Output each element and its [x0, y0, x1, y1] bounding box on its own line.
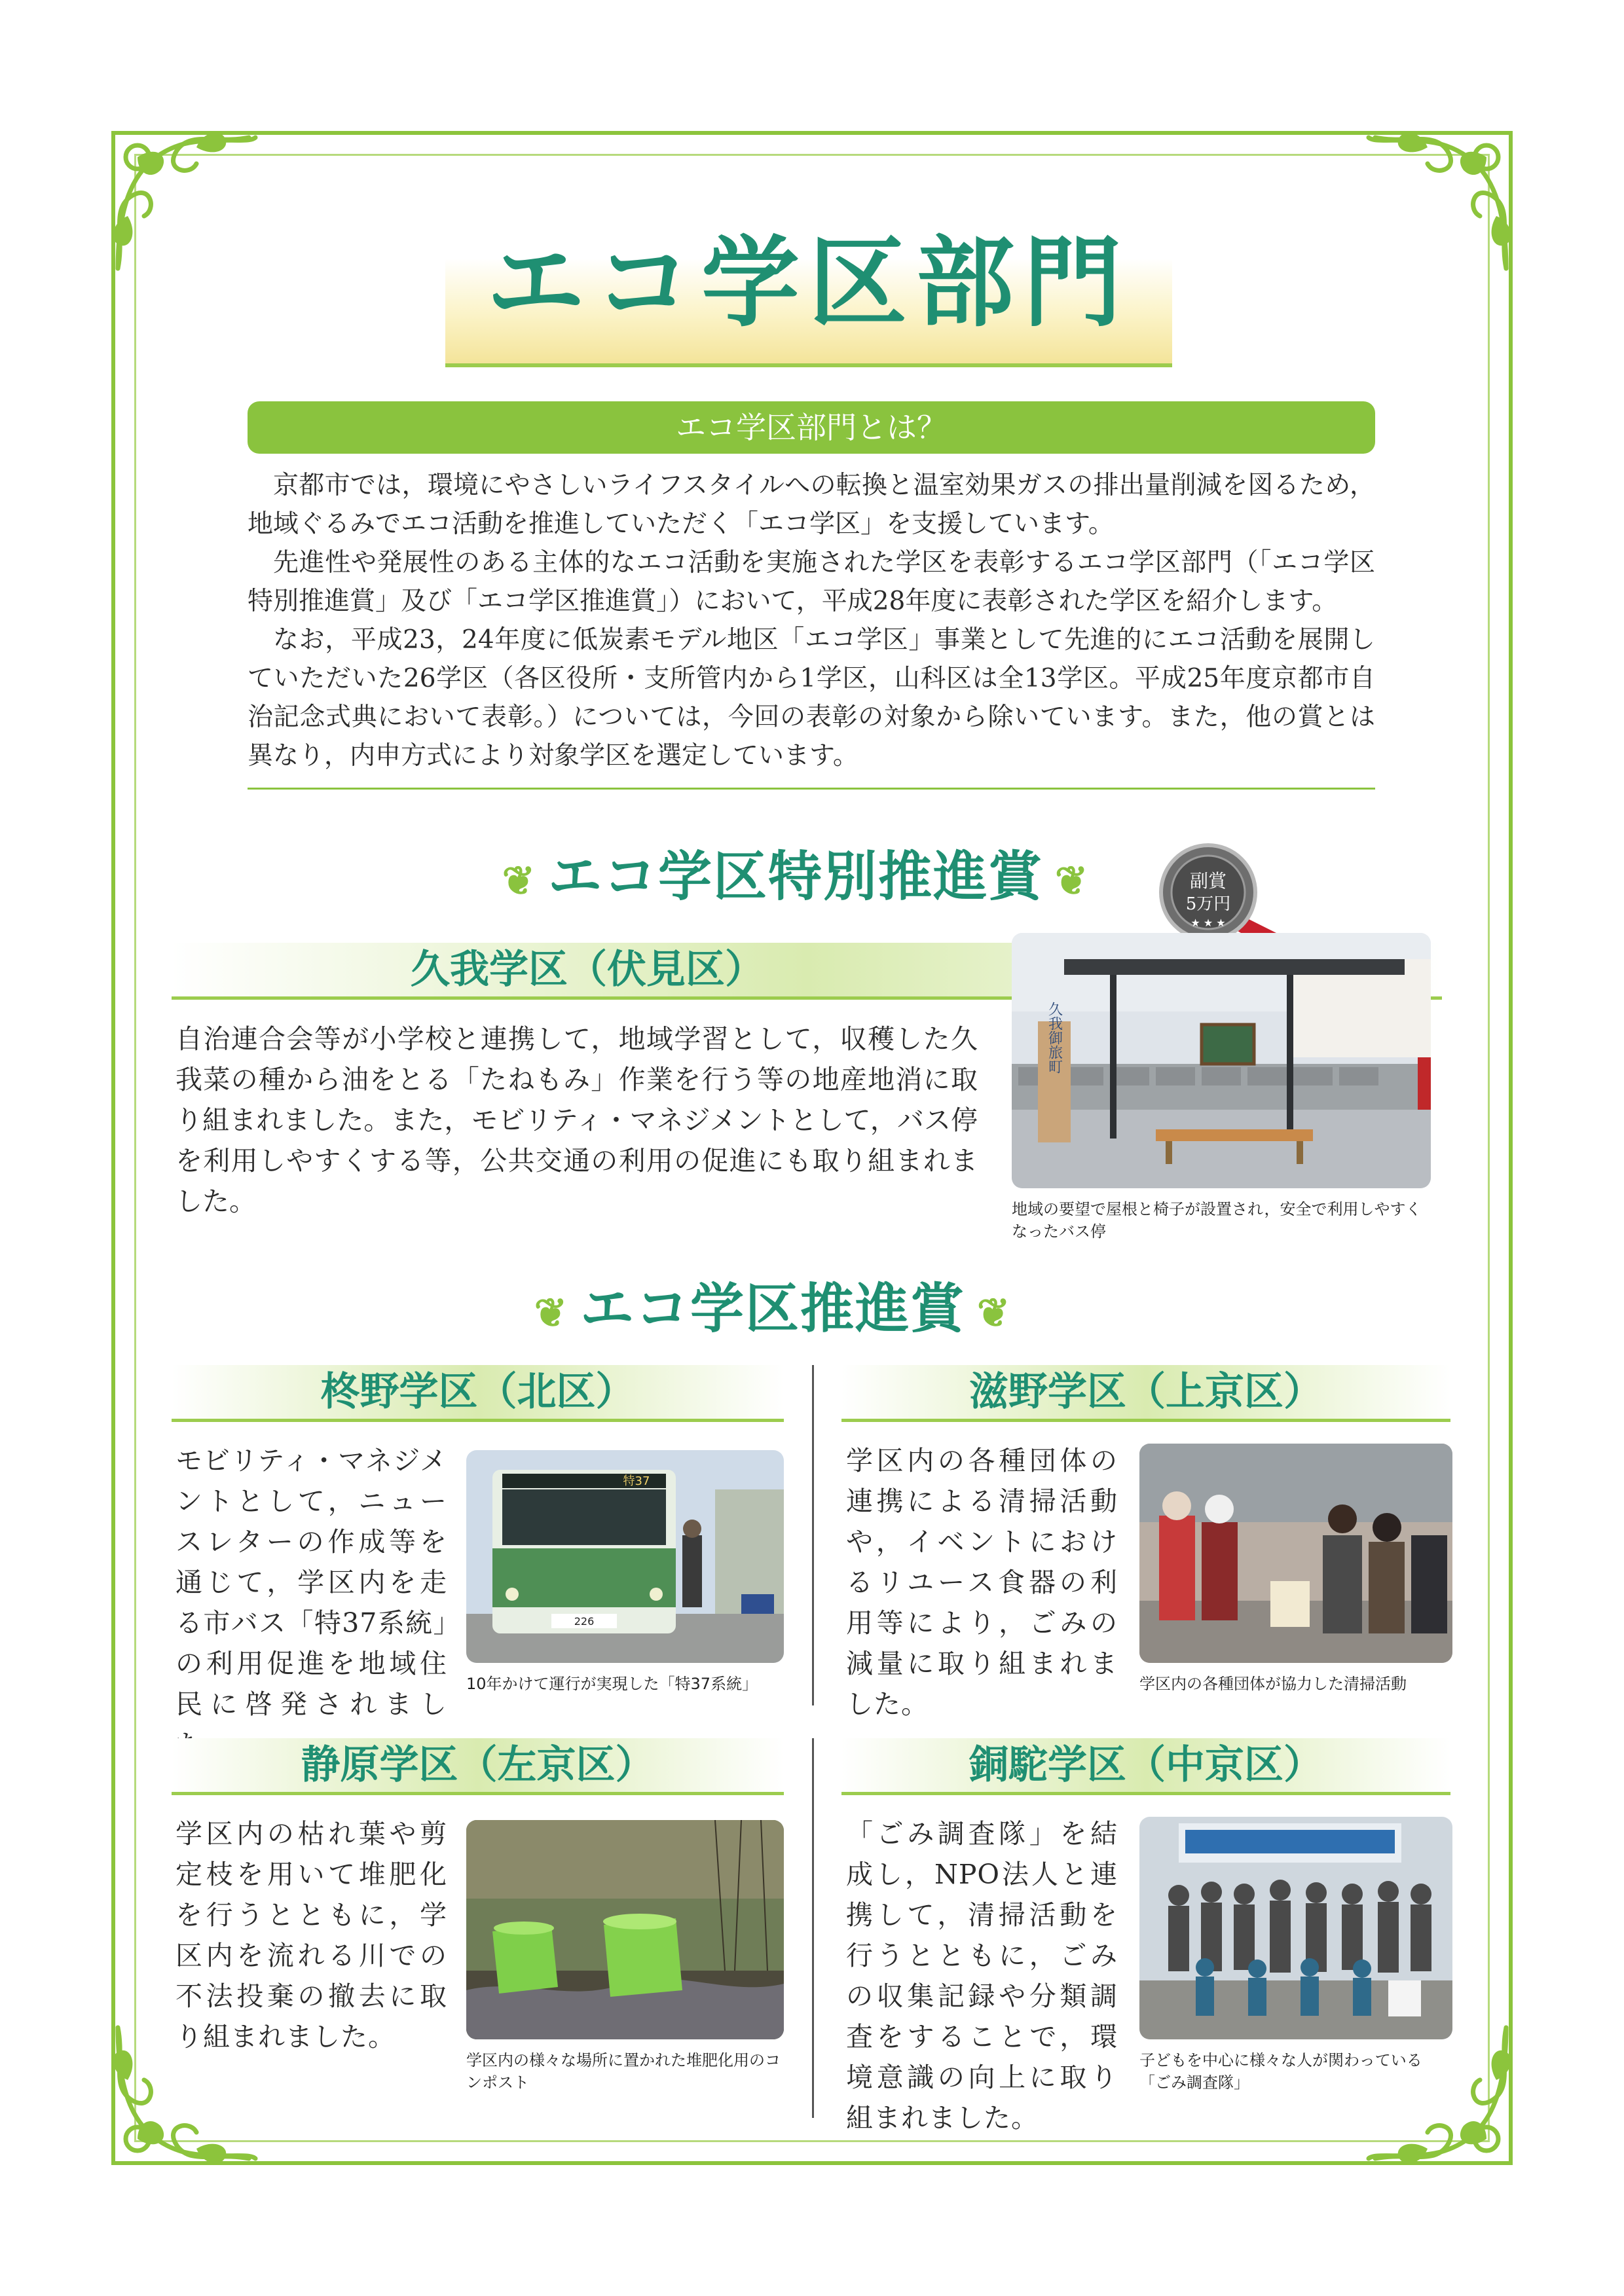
intro-paragraph: 京都市では，環境にやさしいライフスタイルへの転換と温室効果ガスの排出量削減を図るため，地域ぐるみでエコ活動を推進していただく「エコ学区」を支援しています。	[248, 471, 1375, 539]
intro-text	[248, 466, 1375, 775]
column-divider	[812, 1365, 814, 1705]
school-name: 滋野学区（上京区）	[969, 1369, 1323, 1415]
school-description: 「ごみ調査隊」を結成し，NPO法人と連携して，清掃活動を行うとともに，ごみの収集記録や分類調査をすることで，環境意識の向上に取り組まれました。	[846, 1818, 1118, 2134]
intro-paragraph: 先進性や発展性のある主体的なエコ活動を実施された学区を表彰するエコ学区部門（「エコ学区特別推進賞」及び「エコ学区推進賞」）において，平成28年度に表彰された学区を紹介します。	[248, 548, 1375, 616]
fleur-icon: ❦	[534, 1290, 568, 1336]
photo-caption: 地域の要望で屋根と椅子が設置され，安全で利用しやすくなったバス停	[1012, 1200, 1422, 1241]
fleur-icon: ❦	[502, 858, 536, 904]
school-name: 柊野学区（北区）	[320, 1369, 635, 1415]
corner-ornament-icon	[98, 118, 268, 288]
school-description: 自治連合会等が小学校と連携して，地域学習として，収穫した久我菜の種から油をとる「たねもみ」作業を行う等の地産地消に取り組まれました。また，モビリティ・マネジメントとして，バス停を利用しやすくする等，公共交通の利用の促進にも取り組まれました。	[175, 1023, 978, 1217]
fleur-icon: ❦	[977, 1290, 1012, 1336]
photo-caption: 子どもを中心に様々な人が関わっている「ごみ調査隊」	[1139, 2051, 1422, 2092]
column-divider	[812, 1738, 814, 2118]
divider	[248, 788, 1375, 790]
special-award-title	[419, 845, 1172, 909]
cleaning-activity-photo	[1139, 1444, 1452, 1663]
medal-line1: 副賞	[1189, 870, 1227, 892]
special-award-title-text: エコ学区特別推進賞	[547, 845, 1043, 908]
fleur-icon: ❦	[1055, 858, 1090, 904]
school-name: 久我学区（伏見区）	[411, 947, 764, 993]
school-description: モビリティ・マネジメントとして，ニュースレターの作成等を通じて，学区内を走る市バス「特37系統」の利用促進を地域住民に啓発されまし	[175, 1445, 447, 1720]
photo-caption: 学区内の様々な場所に置かれた堆肥化用のコンポスト	[466, 2051, 781, 2092]
promotion-award-title-text: エコ学区推進賞	[580, 1277, 965, 1340]
school-description: 学区内の枯れ葉や剪定枝を用いて堆肥化を行うとともに，学区内を流れる川での不法投棄の撤去に取り組まれました。	[175, 1818, 447, 2052]
bus-stop-photo	[1012, 933, 1431, 1188]
star-icon: ★ ★ ★	[1190, 917, 1226, 929]
school-name: 銅駝学区（中京区）	[969, 1742, 1323, 1788]
page-title: エコ学区部門	[486, 227, 1131, 340]
bus-number: 特37	[623, 1474, 650, 1488]
intro-paragraph: なお，平成23，24年度に低炭素モデル地区「エコ学区」事業として先進的にエコ活動を展開していただいた26学区（各区役所・支所管内から1学区，山科区は全13学区。平成25年度京都市自治記念式典において表彰。）については，今回の表彰の対象から除いています。また，他の賞とは異なり，内申方式により対象学区を選定しています。	[248, 625, 1375, 771]
license-plate: 226	[574, 1615, 595, 1628]
intro-heading: エコ学区部門とは？	[248, 401, 1375, 454]
group-photo	[1139, 1817, 1452, 2039]
city-bus-photo	[466, 1450, 784, 1663]
promotion-award-title	[445, 1277, 1100, 1341]
compost-photo	[466, 1820, 784, 2039]
photo-sign: 久我御旅町	[1046, 1002, 1063, 1074]
photo-caption: 学区内の各種団体が協力した清掃活動	[1139, 1675, 1407, 1693]
photo-caption: 10年かけて運行が実現した「特37系統」	[466, 1675, 758, 1693]
medal-line2: 5万円	[1185, 894, 1231, 914]
corner-ornament-icon	[1356, 118, 1526, 288]
school-name: 静原学区（左京区）	[301, 1742, 655, 1788]
school-description: 学区内の各種団体の連携による清掃活動や，イベントにおけるリユース食器の利用等により，ごみの減量に取り組まれました。	[846, 1445, 1118, 1720]
